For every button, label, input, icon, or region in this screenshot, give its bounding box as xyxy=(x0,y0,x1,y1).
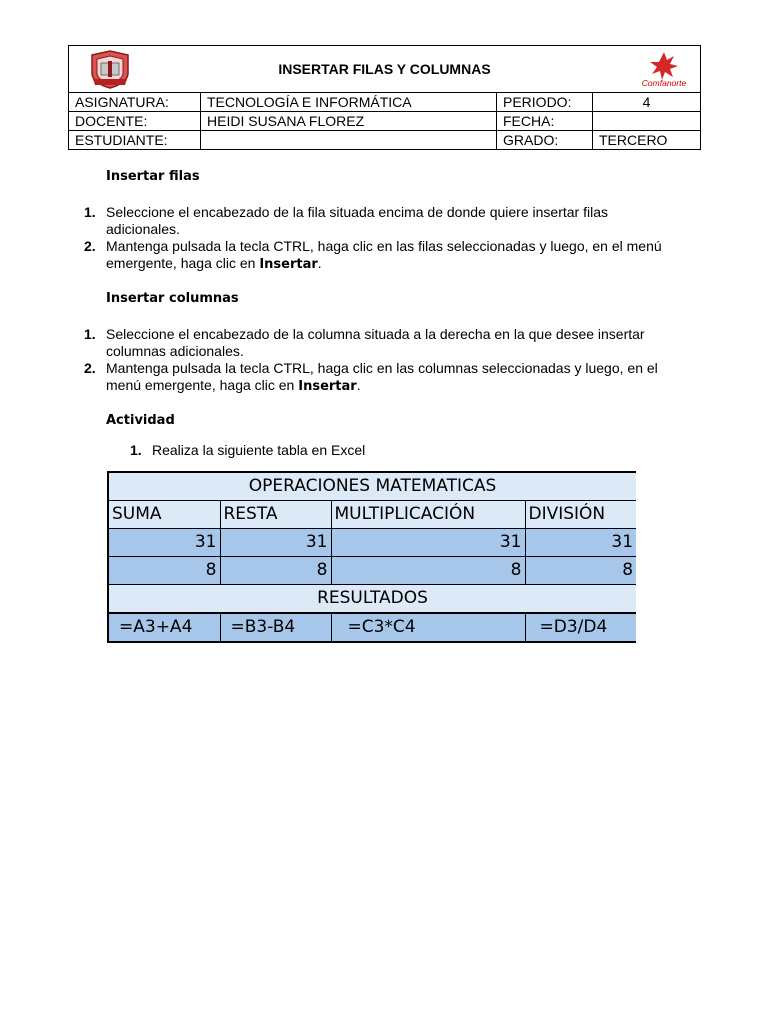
header-resta: RESTA xyxy=(220,501,331,529)
value-periodo: 4 xyxy=(593,93,701,112)
list-columnas xyxy=(84,326,664,395)
value-docente: HEIDI SUSANA FLOREZ xyxy=(201,112,497,131)
section-title-filas: Insertar filas xyxy=(106,169,200,184)
header-suma: SUMA xyxy=(108,501,220,529)
label-fecha: FECHA: xyxy=(497,112,593,131)
comfanorte-logo-icon xyxy=(636,50,692,90)
list-item xyxy=(84,360,664,395)
title-cell xyxy=(69,46,701,93)
list-item xyxy=(130,442,710,459)
excel-data-row-2 xyxy=(108,557,636,585)
value-grado: TERCERO xyxy=(593,131,701,150)
results-title: RESULTADOS xyxy=(108,585,636,614)
excel-data-row-1 xyxy=(108,529,636,557)
cell-a4: 8 xyxy=(108,557,220,585)
list-text: Seleccione el encabezado de la fila situada encima de donde quiere insertar filas adicionales. xyxy=(106,204,608,237)
brand-name: Comfanorte xyxy=(641,78,687,88)
bold-text: Insertar xyxy=(259,257,318,272)
bold-text: Insertar xyxy=(298,379,357,394)
list-number: 1. xyxy=(84,204,96,220)
list-actividad xyxy=(130,442,710,459)
header-division: DIVISIÓN xyxy=(525,501,636,529)
info-row-docente xyxy=(69,112,701,131)
document-title: INSERTAR FILAS Y COLUMNAS xyxy=(278,60,491,77)
list-text: Mantenga pulsada la tecla CTRL, haga clic en las columnas seleccionadas y luego, en el menú emergente, haga clic en xyxy=(106,360,658,393)
list-number: 2. xyxy=(84,238,96,254)
value-fecha xyxy=(593,112,701,131)
list-text: Mantenga pulsada la tecla CTRL, haga clic en las filas seleccionadas y luego, en el menú emergente, haga clic en xyxy=(106,238,662,271)
label-grado: GRADO: xyxy=(497,131,593,150)
header-multiplicacion: MULTIPLICACIÓN xyxy=(331,501,525,529)
cell-d4: 8 xyxy=(525,557,636,585)
formula-c: =C3*C4 xyxy=(331,613,525,642)
cell-b3: 31 xyxy=(220,529,331,557)
list-number: 2. xyxy=(84,360,96,376)
section-title-columnas: Insertar columnas xyxy=(106,291,239,306)
info-row-estudiante xyxy=(69,131,701,150)
section-title-actividad: Actividad xyxy=(106,413,175,428)
list-text: . xyxy=(317,255,322,271)
label-docente: DOCENTE: xyxy=(69,112,201,131)
list-text: . xyxy=(356,377,361,393)
label-periodo: PERIODO: xyxy=(497,93,593,112)
value-estudiante xyxy=(201,131,497,150)
cell-b4: 8 xyxy=(220,557,331,585)
value-asignatura: TECNOLOGÍA E INFORMÁTICA xyxy=(201,93,497,112)
header-table xyxy=(68,45,701,150)
list-text: Seleccione el encabezado de la columna situada a la derecha en la que desee insertar columnas adicionales. xyxy=(106,326,645,359)
label-asignatura: ASIGNATURA: xyxy=(69,93,201,112)
list-number: 1. xyxy=(84,326,96,342)
cell-a3: 31 xyxy=(108,529,220,557)
excel-formula-row xyxy=(108,613,636,642)
list-item xyxy=(84,326,664,360)
cell-d3: 31 xyxy=(525,529,636,557)
list-filas xyxy=(84,204,664,273)
info-row-asignatura xyxy=(69,93,701,112)
cell-c3: 31 xyxy=(331,529,525,557)
excel-title: OPERACIONES MATEMATICAS xyxy=(108,472,636,501)
formula-b: =B3-B4 xyxy=(220,613,331,642)
excel-table xyxy=(107,471,636,643)
formula-d: =D3/D4 xyxy=(525,613,636,642)
label-estudiante: ESTUDIANTE: xyxy=(69,131,201,150)
cell-c4: 8 xyxy=(331,557,525,585)
list-number: 1. xyxy=(130,442,142,458)
excel-results-row xyxy=(108,585,636,614)
list-item xyxy=(84,238,664,273)
excel-header-row xyxy=(108,501,636,529)
list-text: Realiza la siguiente tabla en Excel xyxy=(152,442,366,458)
list-item xyxy=(84,204,664,238)
formula-a: =A3+A4 xyxy=(108,613,220,642)
excel-title-row xyxy=(108,472,636,501)
